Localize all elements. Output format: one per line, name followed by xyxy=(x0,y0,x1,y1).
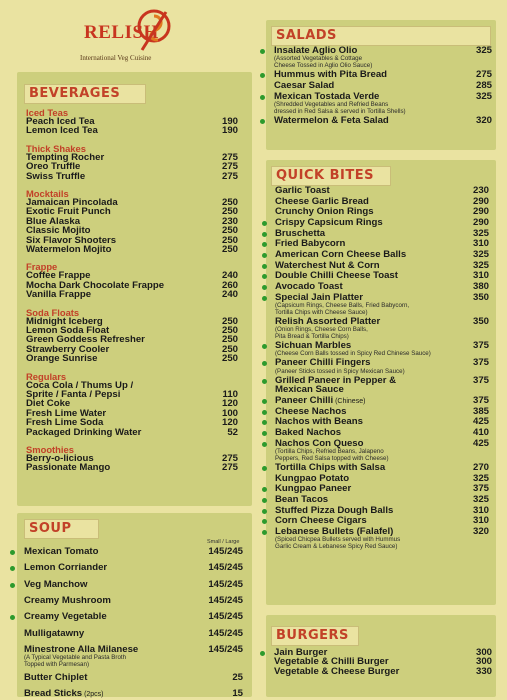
item-price: 375 xyxy=(472,340,489,351)
item-name: Watermelon Mojito xyxy=(26,244,112,255)
item-description: Topped with Parmesan) xyxy=(24,660,90,668)
item-price: 250 xyxy=(221,244,238,255)
item-price: 325 xyxy=(472,227,489,239)
item-name: Caesar Salad xyxy=(274,80,335,91)
item-price: 145/245 xyxy=(208,627,243,639)
item-description: (Capsicum Rings, Cheese Balls, Fried Babycorn, xyxy=(275,301,410,309)
item-name: Passionate Mango xyxy=(26,462,111,474)
item-name: Jamaican Pincolada xyxy=(26,197,118,208)
item-name: Jain Burger xyxy=(274,647,328,658)
item-price: 250 xyxy=(221,225,238,237)
item-name: Baked Nachos xyxy=(275,427,342,438)
item-name: Vegetable & Chilli Burger xyxy=(274,656,389,668)
beverages-heading: BEVERAGES xyxy=(24,84,146,104)
swirl-logo-icon xyxy=(136,8,174,52)
beverage-category: Frappe xyxy=(26,261,58,273)
brand-tagline: International Veg Cuisine xyxy=(80,54,152,62)
item-price: 240 xyxy=(221,270,238,282)
item-price: 375 xyxy=(472,483,489,495)
beverage-category: Soda Floats xyxy=(26,306,80,318)
item-name: Coca Cola / Thums Up / xyxy=(26,379,134,391)
item-name: Lemon Soda Float xyxy=(26,325,110,336)
veg-dot-icon xyxy=(10,583,15,588)
brand-logo xyxy=(80,8,184,64)
item-price: 380 xyxy=(472,280,489,292)
menu-item xyxy=(275,216,489,228)
menu-item xyxy=(275,227,489,239)
item-name: Berry-o-licious xyxy=(26,453,94,464)
item-price: 100 xyxy=(221,407,238,419)
item-name: Crunchy Onion Rings xyxy=(275,206,374,218)
menu-item xyxy=(275,416,489,428)
item-name: Oreo Truffle xyxy=(26,161,81,173)
item-price: 275 xyxy=(221,170,238,182)
item-name: Sprite / Fanta / Pepsi xyxy=(26,389,121,400)
item-name: Waterchest Nut & Corn xyxy=(275,259,380,271)
item-name: Lebanese Bullets (Falafel) xyxy=(275,525,394,537)
item-price: 250 xyxy=(221,334,238,346)
item-price: 350 xyxy=(472,291,489,303)
menu-item xyxy=(274,69,492,81)
veg-dot-icon xyxy=(262,253,267,258)
menu-item xyxy=(275,185,489,196)
item-name: Fresh Lime Soda xyxy=(26,417,104,429)
item-price: 250 xyxy=(221,353,238,365)
item-price: 275 xyxy=(475,69,492,81)
item-price: 145/245 xyxy=(208,546,243,557)
veg-dot-icon xyxy=(260,95,265,100)
menu-item xyxy=(26,426,238,438)
item-name: Mulligatawny xyxy=(24,627,85,639)
item-price: 300 xyxy=(475,647,492,658)
item-price: 145/245 xyxy=(208,611,243,623)
veg-dot-icon xyxy=(260,651,265,656)
veg-dot-icon xyxy=(10,615,15,620)
item-price: 52 xyxy=(227,426,238,438)
item-name: Creamy Mushroom xyxy=(24,594,111,606)
item-name: Six Flavor Shooters xyxy=(26,234,117,246)
menu-item xyxy=(275,461,489,473)
item-price: 260 xyxy=(221,279,238,291)
item-name: Diet Coke xyxy=(26,398,71,410)
menu-item xyxy=(274,115,492,126)
menu-item xyxy=(24,578,243,590)
item-name: Butter Chiplet xyxy=(24,671,88,683)
item-price: 375 xyxy=(472,357,489,369)
item-price: 350 xyxy=(472,315,489,327)
item-name: Orange Sunrise xyxy=(26,353,98,365)
menu-item xyxy=(275,427,489,438)
menu-item xyxy=(275,515,489,527)
item-name: Watermelon & Feta Salad xyxy=(274,115,389,126)
item-price: 120 xyxy=(221,398,238,410)
item-name-line2: Mexican Sauce xyxy=(275,384,344,396)
item-name-note: (Chinese) xyxy=(333,398,366,406)
item-name: Mexican Tomato xyxy=(24,546,99,557)
veg-dot-icon xyxy=(262,509,267,514)
item-name: Veg Manchow xyxy=(24,578,88,590)
item-name: Crispy Capsicum Rings xyxy=(275,216,383,228)
item-name: Fresh Lime Water xyxy=(26,407,107,419)
item-price: 310 xyxy=(472,270,489,282)
item-price: 15 xyxy=(232,687,243,699)
veg-dot-icon xyxy=(260,49,265,54)
item-price: 250 xyxy=(221,206,238,218)
item-price: 145/245 xyxy=(208,562,243,574)
item-name: Blue Alaska xyxy=(26,215,81,227)
menu-item xyxy=(26,170,238,182)
item-price: 310 xyxy=(472,238,489,250)
veg-dot-icon xyxy=(262,264,267,269)
item-price: 120 xyxy=(221,417,238,429)
item-price: 275 xyxy=(221,462,238,474)
item-price: 275 xyxy=(221,161,238,173)
item-price: 325 xyxy=(472,472,489,484)
menu-item xyxy=(24,594,243,606)
menu-item xyxy=(26,125,238,137)
item-price: 300 xyxy=(475,656,492,668)
item-price: 250 xyxy=(221,325,238,336)
item-name: American Corn Cheese Balls xyxy=(275,248,407,260)
veg-dot-icon xyxy=(262,379,267,384)
veg-dot-icon xyxy=(262,221,267,226)
item-price: 425 xyxy=(472,416,489,428)
veg-dot-icon xyxy=(262,232,267,237)
item-name: Cheese Garlic Bread xyxy=(275,195,369,207)
menu-item xyxy=(275,504,489,516)
item-name: Mocha Dark Chocolate Frappe xyxy=(26,279,165,291)
item-name: Cheese Nachos xyxy=(275,405,347,417)
item-price: 145/245 xyxy=(208,578,243,590)
item-name: Bread Sticks xyxy=(24,687,83,699)
item-price: 290 xyxy=(472,216,489,228)
veg-dot-icon xyxy=(262,530,267,535)
item-price: 375 xyxy=(472,395,489,407)
item-price: 325 xyxy=(472,259,489,271)
salads-heading: SALADS xyxy=(271,26,491,46)
veg-dot-icon xyxy=(262,296,267,301)
item-price: 270 xyxy=(472,461,489,473)
item-price: 325 xyxy=(472,493,489,505)
menu-item xyxy=(26,244,238,255)
item-description: Pita Bread & Tortilla Chips) xyxy=(275,332,349,340)
veg-dot-icon xyxy=(262,466,267,471)
beverage-category: Smoothies xyxy=(26,444,74,455)
item-price: 250 xyxy=(221,197,238,208)
menu-item xyxy=(24,546,243,557)
menu-item xyxy=(275,270,489,282)
item-name: Vanilla Frappe xyxy=(26,289,92,301)
item-name: Green Goddess Refresher xyxy=(26,334,145,346)
beverage-category: Mocktails xyxy=(26,188,69,199)
menu-item xyxy=(275,472,489,484)
item-price: 325 xyxy=(475,45,492,56)
item-description: (Cheese Corn Balls tossed in Spicy Red Chinese Sauce) xyxy=(275,350,431,358)
item-price: 110 xyxy=(222,389,238,400)
menu-item xyxy=(274,665,492,677)
beverage-category: Iced Teas xyxy=(26,107,69,118)
item-price: 190 xyxy=(221,125,238,137)
item-name: Grilled Paneer in Pepper & xyxy=(275,374,397,386)
item-price: 320 xyxy=(475,115,492,126)
item-name: Packaged Drinking Water xyxy=(26,426,142,438)
menu-item xyxy=(275,259,489,271)
item-name: Stuffed Pizza Dough Balls xyxy=(275,504,394,516)
item-price: 290 xyxy=(472,195,489,207)
item-price: 325 xyxy=(472,248,489,260)
item-price: 145/245 xyxy=(208,594,243,606)
item-price: 250 xyxy=(221,315,238,327)
item-name: Special Jain Platter xyxy=(275,291,363,303)
veg-dot-icon xyxy=(260,119,265,124)
item-description: (Tortilla Chips, Refried Beans, Jalapeno xyxy=(275,447,384,455)
item-description: dressed in Red Salsa & served in Tortilla Shells) xyxy=(274,107,406,115)
item-description: Cheese Tossed in Aglio Olio Sauce) xyxy=(274,62,373,69)
item-name: Insalate Aglio Olio xyxy=(274,45,358,56)
item-price: 425 xyxy=(472,437,489,449)
item-price: 275 xyxy=(221,151,238,163)
item-price: 375 xyxy=(472,374,489,386)
veg-dot-icon xyxy=(262,344,267,349)
item-price: 290 xyxy=(472,206,489,218)
item-name: Strawberry Cooler xyxy=(26,343,110,355)
beverage-category: Regulars xyxy=(26,370,67,382)
item-price: 410 xyxy=(472,427,489,438)
item-name: Classic Mojito xyxy=(26,225,91,237)
item-price: 330 xyxy=(475,665,492,677)
item-name: Kungpao Potato xyxy=(275,472,350,484)
item-description: Garlic Cream & Lebanese Spicy Red Sauce) xyxy=(275,542,398,550)
item-price: 230 xyxy=(472,185,489,196)
item-description: Tortilla Chips with Cheese Sauce) xyxy=(275,308,368,316)
item-description: Peppers, Red Salsa topped with Cheese) xyxy=(275,454,389,462)
menu-item xyxy=(274,80,492,91)
item-description: (Spiced Chicpea Bullets served with Hummus xyxy=(275,536,401,543)
menu-item xyxy=(26,462,238,474)
item-price: 320 xyxy=(472,525,489,537)
item-description: (Paneer Sticks tossed in Spicy Mexican Sauce) xyxy=(275,367,405,375)
item-price: 250 xyxy=(221,234,238,246)
veg-dot-icon xyxy=(262,498,267,503)
beverage-category: Thick Shakes xyxy=(26,142,86,154)
veg-dot-icon xyxy=(262,442,267,447)
menu-item xyxy=(24,671,243,683)
item-price: 25 xyxy=(232,671,243,683)
menu-item xyxy=(26,289,238,301)
item-price: 310 xyxy=(472,504,489,516)
item-price: 250 xyxy=(221,343,238,355)
soup-heading: SOUP xyxy=(24,519,99,539)
item-name: Coffee Frappe xyxy=(26,270,91,282)
menu-item xyxy=(24,687,243,700)
item-name: Tortilla Chips with Salsa xyxy=(275,461,386,473)
item-name: Paneer Chilli xyxy=(275,395,334,407)
menu-item xyxy=(275,238,489,250)
item-name: Midnight Iceberg xyxy=(26,315,103,327)
brand-name: RELISH xyxy=(84,22,159,43)
menu-item xyxy=(275,483,489,495)
item-description: (Assorted Vegetables & Cottage xyxy=(274,55,363,63)
item-name: Relish Assorted Platter xyxy=(275,315,381,327)
item-name: Fried Babycorn xyxy=(275,238,346,250)
item-description: (Shredded Vegetables and Refried Beans xyxy=(274,100,389,108)
item-name-note: (2pcs) xyxy=(82,690,104,698)
item-price: 145/245 xyxy=(208,643,243,655)
item-price: 240 xyxy=(221,289,238,301)
item-name: Nachos Con Queso xyxy=(275,437,364,449)
item-name: Corn Cheese Cigars xyxy=(275,515,367,527)
item-name: Nachos with Beans xyxy=(275,416,363,428)
quick-bites-heading: QUICK BITES xyxy=(271,166,391,186)
menu-item xyxy=(26,353,238,365)
item-name: Bean Tacos xyxy=(275,493,329,505)
item-name: Minestrone Alla Milanese xyxy=(24,643,139,655)
item-name: Exotic Fruit Punch xyxy=(26,206,111,218)
item-name: Double Chilli Cheese Toast xyxy=(275,270,398,282)
item-price: 190 xyxy=(221,116,238,127)
veg-dot-icon xyxy=(262,285,267,290)
item-name: Paneer Chilli Fingers xyxy=(275,357,371,369)
item-name: Sichuan Marbles xyxy=(275,340,352,351)
item-name: Bruschetta xyxy=(275,227,326,239)
menu-item xyxy=(275,195,489,207)
veg-dot-icon xyxy=(10,550,15,555)
item-price: 310 xyxy=(472,515,489,527)
veg-dot-icon xyxy=(262,431,267,436)
menu-item xyxy=(24,611,243,623)
menu-item xyxy=(275,206,489,218)
item-name: Mexican Tostada Verde xyxy=(274,90,380,102)
item-description: (Onion Rings, Cheese Corn Balls, xyxy=(275,325,368,333)
item-name: Garlic Toast xyxy=(275,185,330,196)
item-name: Kungpao Paneer xyxy=(275,483,352,495)
item-name: Peach Iced Tea xyxy=(26,116,95,127)
item-name: Lemon Corriander xyxy=(24,562,108,574)
item-price: 230 xyxy=(221,215,238,227)
item-name: Avocado Toast xyxy=(275,280,343,292)
menu-item xyxy=(275,405,489,417)
item-price: 385 xyxy=(472,405,489,417)
soup-size-note: Small / Large xyxy=(207,539,240,545)
item-price: 325 xyxy=(475,90,492,102)
veg-dot-icon xyxy=(10,566,15,571)
item-description: (A Typical Vegetable and Pasta Broth xyxy=(24,654,127,661)
item-price: 285 xyxy=(475,80,492,91)
menu-item xyxy=(275,493,489,505)
veg-dot-icon xyxy=(260,73,265,78)
item-name: Swiss Truffle xyxy=(26,170,86,182)
menu-item xyxy=(275,248,489,260)
item-name: Tempting Rocher xyxy=(26,151,105,163)
item-price: 275 xyxy=(221,453,238,464)
burgers-heading: BURGERS xyxy=(271,626,359,646)
veg-dot-icon xyxy=(262,410,267,415)
item-name: Hummus with Pita Bread xyxy=(274,69,388,81)
menu-item xyxy=(275,280,489,292)
item-name: Lemon Iced Tea xyxy=(26,125,98,137)
menu-item xyxy=(24,627,243,639)
menu-item xyxy=(24,562,243,574)
item-name: Vegetable & Cheese Burger xyxy=(274,665,400,677)
item-name: Creamy Vegetable xyxy=(24,611,107,623)
